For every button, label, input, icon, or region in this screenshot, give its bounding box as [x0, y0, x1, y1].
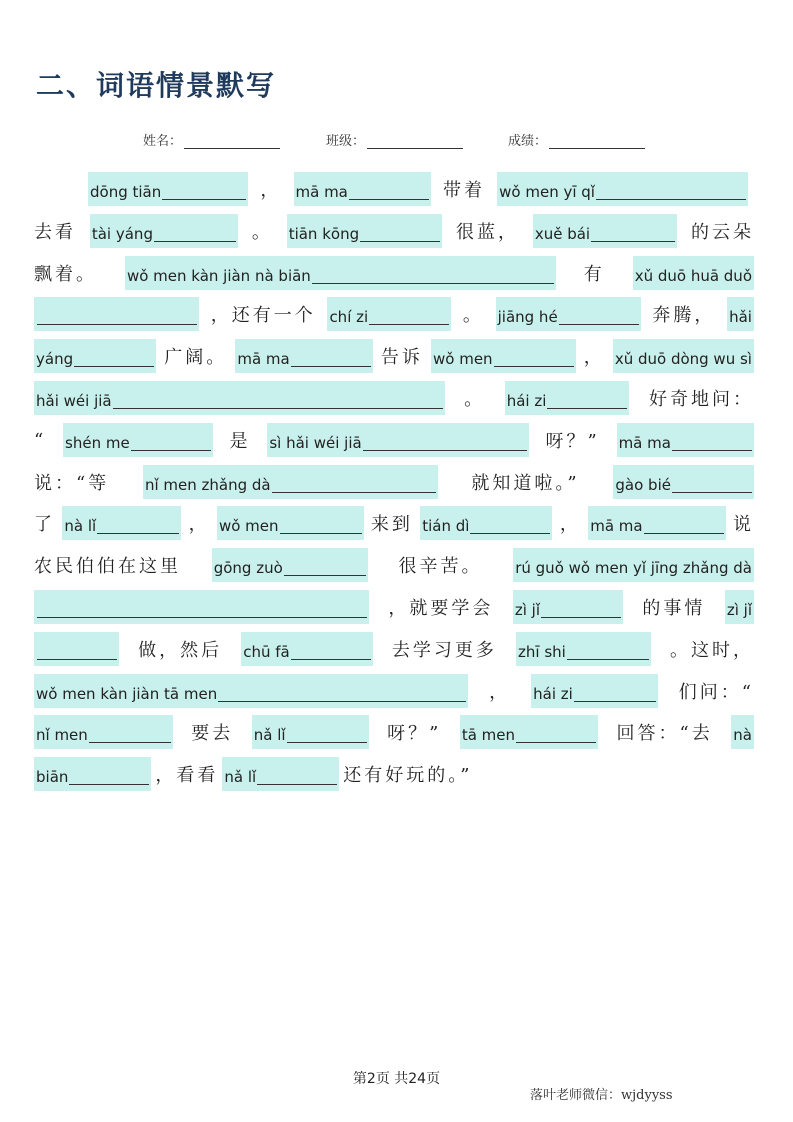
passage-text: 飘着。 — [34, 264, 97, 285]
answer-blank[interactable] — [494, 352, 574, 367]
passage-text: 是 — [229, 431, 251, 452]
pinyin-prompt: mā ma — [237, 350, 290, 368]
pinyin-answer-box[interactable] — [533, 214, 677, 248]
passage-text: ，就要学会 — [388, 598, 494, 619]
name-field[interactable] — [143, 130, 280, 149]
answer-blank[interactable] — [272, 478, 436, 493]
answer-blank[interactable] — [257, 770, 337, 785]
passage-text: 要去 — [191, 723, 234, 744]
pinyin-prompt: nà lǐ — [64, 517, 97, 535]
answer-blank[interactable] — [37, 603, 367, 618]
answer-blank[interactable] — [37, 310, 197, 325]
passage-line — [88, 172, 748, 206]
pinyin-prompt: dōng tiān — [90, 183, 162, 201]
pinyin-prompt: chū fā — [243, 643, 290, 661]
pinyin-prompt: sì hǎi wéi jiā — [269, 434, 362, 452]
passage-text: 就知道啦。” — [471, 473, 580, 494]
pinyin-prompt: zì jǐ — [514, 601, 540, 619]
answer-blank[interactable] — [69, 770, 149, 785]
passage-text: 。 — [462, 305, 484, 326]
answer-blank[interactable] — [291, 352, 371, 367]
pinyin-prompt: gào bié — [615, 476, 671, 494]
pinyin-prompt: chí zi — [329, 308, 369, 326]
passage-line — [34, 757, 754, 791]
pinyin-prompt: gōng zuò — [213, 559, 283, 577]
student-info-row — [0, 130, 793, 152]
passage-text: 奔腾， — [652, 305, 716, 326]
pinyin-answer-box[interactable] — [252, 715, 369, 749]
pinyin-answer-box[interactable] — [143, 465, 438, 499]
passage-text: ， — [489, 682, 511, 703]
class-field[interactable] — [326, 130, 463, 149]
passage-line — [34, 381, 754, 415]
pinyin-prompt: tiān kōng — [288, 225, 360, 243]
pinyin-prompt: hǎi — [729, 308, 752, 326]
pinyin-answer-box[interactable] — [431, 339, 576, 373]
answer-blank[interactable] — [516, 728, 596, 743]
pinyin-prompt: nǐ men — [36, 726, 88, 744]
passage-line — [34, 465, 754, 499]
pinyin-answer-box[interactable] — [34, 381, 445, 415]
passage-text: 带着 — [443, 180, 486, 201]
pinyin-prompt: nǐ men zhǎng dà — [144, 476, 271, 494]
pinyin-prompt: nǎ lǐ — [224, 768, 257, 786]
answer-blank[interactable] — [312, 269, 554, 284]
pinyin-prompt: wǒ men — [433, 350, 493, 368]
pinyin-prompt: mā ma — [295, 183, 348, 201]
page-number: 第2页 共24页 — [352, 1071, 441, 1087]
pinyin-answer-box[interactable] — [34, 590, 369, 624]
pinyin-prompt: shén me — [65, 434, 130, 452]
answer-blank[interactable] — [131, 436, 211, 451]
pinyin-answer-box[interactable] — [617, 423, 754, 457]
passage-text: 了 — [34, 514, 55, 535]
pinyin-prompt: rú guǒ wǒ men yǐ jīng zhǎng dà — [515, 559, 752, 577]
passage-line — [34, 674, 754, 708]
passage-text: 好奇地问： — [648, 389, 754, 410]
pinyin-answer-box[interactable] — [731, 715, 754, 749]
pinyin-answer-box[interactable] — [267, 423, 528, 457]
pinyin-answer-box[interactable] — [633, 256, 754, 290]
pinyin-answer-box[interactable] — [287, 214, 442, 248]
passage-line — [34, 506, 754, 540]
pinyin-answer-box[interactable] — [88, 172, 248, 206]
answer-blank[interactable] — [154, 227, 236, 242]
passage-text: 来到 — [370, 514, 413, 535]
passage-text: ，还有一个 — [210, 305, 316, 326]
answer-blank[interactable] — [284, 561, 366, 576]
passage-text: 做，然后 — [138, 640, 223, 661]
pinyin-answer-box[interactable] — [460, 715, 598, 749]
answer-blank[interactable] — [470, 519, 550, 534]
passage-text: 回答：“去 — [616, 723, 713, 744]
pinyin-prompt: xǔ duō huā duǒ — [634, 267, 752, 285]
pinyin-answer-box[interactable] — [235, 339, 372, 373]
pinyin-prompt: wǒ men yī qǐ — [499, 183, 595, 201]
answer-blank[interactable] — [349, 185, 429, 200]
answer-blank[interactable] — [591, 227, 675, 242]
passage-text: 。 — [251, 222, 273, 243]
page-title: 二、词语情景默写 — [36, 69, 277, 102]
passage-line — [34, 214, 754, 248]
score-blank[interactable] — [549, 134, 645, 149]
passage-line — [34, 256, 754, 290]
passage-text: 还有好玩的。” — [343, 765, 473, 786]
answer-blank[interactable] — [547, 394, 627, 409]
passage-text: 去学习更多 — [391, 640, 497, 661]
answer-blank[interactable] — [596, 185, 746, 200]
passage-text: 呀？” — [387, 723, 442, 744]
answer-blank[interactable] — [218, 687, 466, 702]
passage-text: ， — [583, 347, 605, 368]
answer-blank[interactable] — [541, 603, 621, 618]
answer-blank[interactable] — [162, 185, 246, 200]
passage-text: 。 — [464, 389, 486, 410]
pinyin-answer-box[interactable] — [420, 506, 552, 540]
pinyin-answer-box[interactable] — [34, 632, 119, 666]
pinyin-prompt: zhī shi — [518, 643, 566, 661]
pinyin-answer-box[interactable] — [62, 506, 181, 540]
pinyin-answer-box[interactable] — [613, 339, 754, 373]
answer-blank[interactable] — [574, 687, 656, 702]
teacher-wechat: 落叶老师微信：wjdyyss — [530, 1088, 673, 1103]
pinyin-prompt: jiāng hé — [497, 308, 558, 326]
pinyin-answer-box[interactable] — [34, 757, 151, 791]
pinyin-answer-box[interactable] — [505, 381, 630, 415]
passage-text: 有 — [583, 264, 605, 285]
pinyin-prompt: tā men — [461, 726, 516, 744]
answer-blank[interactable] — [287, 728, 367, 743]
passage-text: 很辛苦。 — [398, 556, 483, 577]
answer-blank[interactable] — [567, 645, 649, 660]
answer-blank[interactable] — [37, 645, 117, 660]
answer-blank[interactable] — [97, 519, 179, 534]
answer-blank[interactable] — [559, 310, 639, 325]
name-blank[interactable] — [184, 134, 280, 149]
passage-text: 的云朵 — [690, 222, 754, 243]
pinyin-answer-box[interactable] — [513, 548, 754, 582]
score-label: 成绩： — [508, 134, 548, 149]
pinyin-answer-box[interactable] — [496, 297, 641, 331]
answer-blank[interactable] — [74, 352, 154, 367]
pinyin-answer-box[interactable] — [34, 715, 173, 749]
passage-text: ， — [559, 514, 581, 535]
pinyin-answer-box[interactable] — [222, 757, 339, 791]
pinyin-answer-box[interactable] — [516, 632, 651, 666]
passage-line — [34, 423, 754, 457]
pinyin-prompt: tián dì — [422, 517, 470, 535]
pinyin-answer-box[interactable] — [531, 674, 658, 708]
pinyin-answer-box[interactable] — [34, 297, 199, 331]
pinyin-prompt: nǎ lǐ — [253, 726, 286, 744]
passage-text: 去看 — [34, 222, 76, 243]
passage-text: 说 — [732, 514, 754, 535]
pinyin-prompt: nà — [733, 726, 752, 744]
pinyin-prompt: yáng — [36, 350, 74, 368]
passage-text: ， — [260, 180, 282, 201]
passage-text: 。这时， — [669, 640, 754, 661]
pinyin-answer-box[interactable] — [294, 172, 431, 206]
answer-blank[interactable] — [89, 728, 171, 743]
passage-text: 农民伯伯在这里 — [34, 556, 181, 577]
passage-line — [34, 632, 754, 666]
pinyin-answer-box[interactable] — [513, 590, 623, 624]
passage-line — [34, 548, 754, 582]
pinyin-answer-box[interactable] — [725, 590, 754, 624]
passage-line — [34, 339, 754, 373]
passage-text: 说：“等 — [34, 473, 110, 494]
passage-text: “ — [34, 429, 47, 451]
pinyin-answer-box[interactable] — [90, 214, 238, 248]
pinyin-answer-box[interactable] — [727, 297, 754, 331]
passage-text: 的事情 — [642, 598, 706, 619]
answer-blank[interactable] — [363, 436, 527, 451]
pinyin-prompt: wǒ men — [218, 517, 279, 535]
pinyin-answer-box[interactable] — [212, 548, 368, 582]
passage-line — [34, 715, 754, 749]
pinyin-prompt: wǒ men kàn jiàn nà biān — [126, 267, 311, 285]
passage-text: 告诉 — [380, 347, 423, 368]
answer-blank[interactable] — [291, 645, 371, 660]
answer-blank[interactable] — [672, 478, 752, 493]
passage-text: ， — [188, 514, 210, 535]
pinyin-prompt: mā ma — [590, 517, 643, 535]
pinyin-prompt: biān — [36, 768, 69, 786]
answer-blank[interactable] — [360, 227, 440, 242]
pinyin-answer-box[interactable] — [34, 339, 156, 373]
pinyin-prompt: hái zi — [533, 685, 573, 703]
passage-line — [34, 590, 754, 624]
pinyin-prompt: xǔ duō dòng wu sì — [614, 350, 752, 368]
pinyin-answer-box[interactable] — [63, 423, 213, 457]
answer-blank[interactable] — [280, 519, 362, 534]
pinyin-prompt: xuě bái — [534, 225, 591, 243]
passage-text: 呀？” — [545, 431, 600, 452]
pinyin-answer-box[interactable] — [613, 465, 754, 499]
pinyin-answer-box[interactable] — [125, 256, 556, 290]
passage-line — [34, 297, 754, 331]
pinyin-answer-box[interactable] — [241, 632, 373, 666]
pinyin-prompt: hái zi — [506, 392, 547, 410]
answer-blank[interactable] — [369, 310, 449, 325]
pinyin-answer-box[interactable] — [588, 506, 725, 540]
pinyin-answer-box[interactable] — [217, 506, 364, 540]
passage-text: 广阔。 — [164, 347, 228, 368]
pinyin-answer-box[interactable] — [327, 297, 451, 331]
pinyin-prompt: tài yáng — [91, 225, 153, 243]
pinyin-prompt: wǒ men kàn jiàn tā men — [36, 685, 218, 703]
passage-text: 很蓝， — [455, 222, 519, 243]
pinyin-answer-box[interactable] — [497, 172, 748, 206]
pinyin-prompt: hǎi wéi jiā — [36, 392, 112, 410]
answer-blank[interactable] — [644, 519, 724, 534]
pinyin-prompt: zì jǐ — [726, 601, 752, 619]
class-blank[interactable] — [367, 134, 463, 149]
name-label: 姓名： — [143, 134, 183, 149]
answer-blank[interactable] — [672, 436, 752, 451]
class-label: 班级： — [326, 134, 366, 149]
answer-blank[interactable] — [113, 394, 443, 409]
pinyin-prompt: mā ma — [618, 434, 671, 452]
pinyin-answer-box[interactable] — [34, 674, 468, 708]
score-field[interactable] — [508, 130, 645, 149]
passage-text: ，看看 — [155, 765, 219, 786]
passage-text: 们问：“ — [678, 682, 754, 703]
